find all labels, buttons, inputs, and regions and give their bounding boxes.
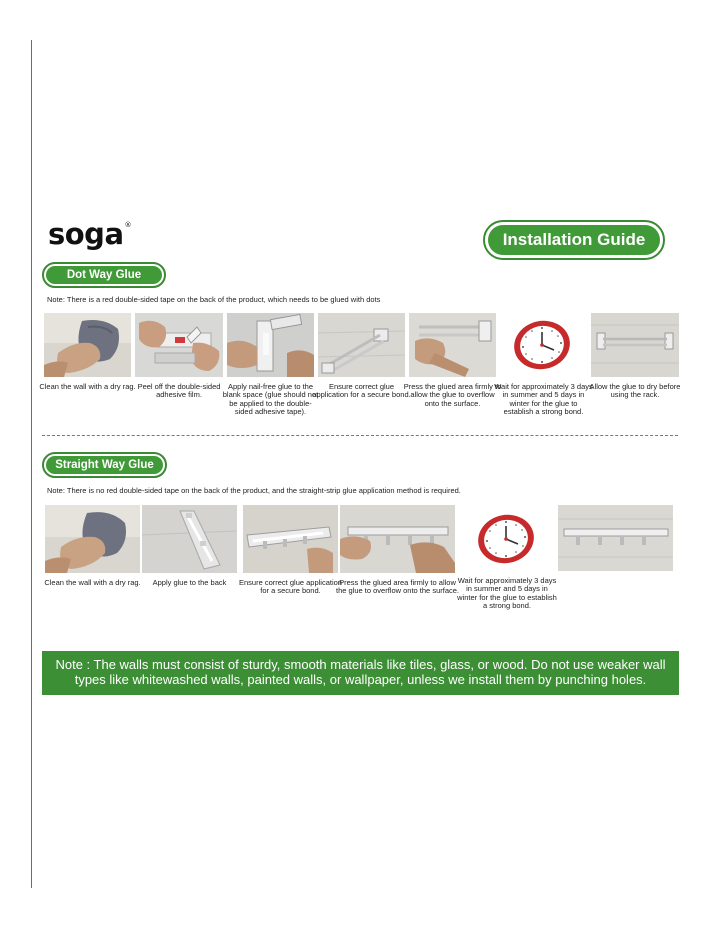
dot-step-1-caption: Clean the wall with a dry rag. xyxy=(39,382,136,391)
dot-step-6-caption: Wait for approximately 3 days in summer and 5 days in winter for the glue to establish a strong bond. xyxy=(494,382,593,417)
rack-on-wall-photo xyxy=(318,313,405,377)
wall-material-note: Note : The walls must consist of sturdy, smooth materials like tiles, glass, or wood. Do not use weaker wall types like whitewashed walls, painted walls, or wallpaper, unless we install them by punching holes. xyxy=(42,651,679,695)
dot-step-3-caption: Apply nail-free glue to the blank space (glue should not be applied to the double-sided adhesive tape). xyxy=(222,382,319,417)
clock-icon xyxy=(500,313,587,377)
glue-strip-photo xyxy=(142,505,237,573)
dot-way-note: Note: There is a red double-sided tape on the back of the product, which needs to be glued with dots xyxy=(47,295,381,304)
pressing-rack-photo xyxy=(409,313,496,377)
pressing-hook-rail-photo xyxy=(340,505,455,573)
installation-guide-badge xyxy=(483,220,665,260)
applying-glue-photo xyxy=(227,313,314,377)
dot-step-5-caption: Press the glued area firmly to allow the glue to overflow onto the surface. xyxy=(403,382,502,408)
straight-step-5-caption: Wait for approximately 3 days in summer and 5 days in winter for the glue to establish a strong bond. xyxy=(457,576,557,611)
peeling-film-photo xyxy=(135,313,223,377)
straight-step-3-caption: Ensure correct glue application for a secure bond. xyxy=(239,578,342,596)
wiping-wall-photo xyxy=(45,505,140,573)
finished-rack-photo xyxy=(591,313,679,377)
logo-text: soga xyxy=(48,217,124,251)
soga-logo xyxy=(48,217,131,251)
page-left-border xyxy=(31,40,32,888)
finished-hook-rail-photo xyxy=(558,505,673,571)
hook-rail-glue-photo xyxy=(243,505,338,573)
straight-way-glue-title: Straight Way Glue xyxy=(46,456,163,474)
straight-way-note: Note: There is no red double-sided tape on the back of the product, and the straight-strip glue application method is required. xyxy=(47,486,461,495)
straight-step-2-caption: Apply glue to the back xyxy=(152,578,227,587)
clock-icon xyxy=(462,505,552,573)
dot-step-2-caption: Peel off the double-sided adhesive film. xyxy=(137,382,221,400)
registered-mark: ® xyxy=(124,221,132,229)
wiping-wall-photo xyxy=(44,313,131,377)
dot-step-4-caption: Ensure correct glue application for a secure bond. xyxy=(312,382,411,400)
straight-step-1-caption: Clean the wall with a dry rag. xyxy=(44,578,141,587)
dot-way-glue-heading xyxy=(42,262,166,288)
straight-step-4-caption: Press the glued area firmly to allow the glue to overflow onto the surface. xyxy=(336,578,459,596)
section-divider xyxy=(42,435,678,436)
dot-way-glue-title: Dot Way Glue xyxy=(46,266,162,284)
straight-way-glue-heading xyxy=(42,452,167,478)
installation-guide-title: Installation Guide xyxy=(488,225,660,255)
dot-step-7-caption: Allow the glue to dry before using the rack. xyxy=(589,382,681,400)
